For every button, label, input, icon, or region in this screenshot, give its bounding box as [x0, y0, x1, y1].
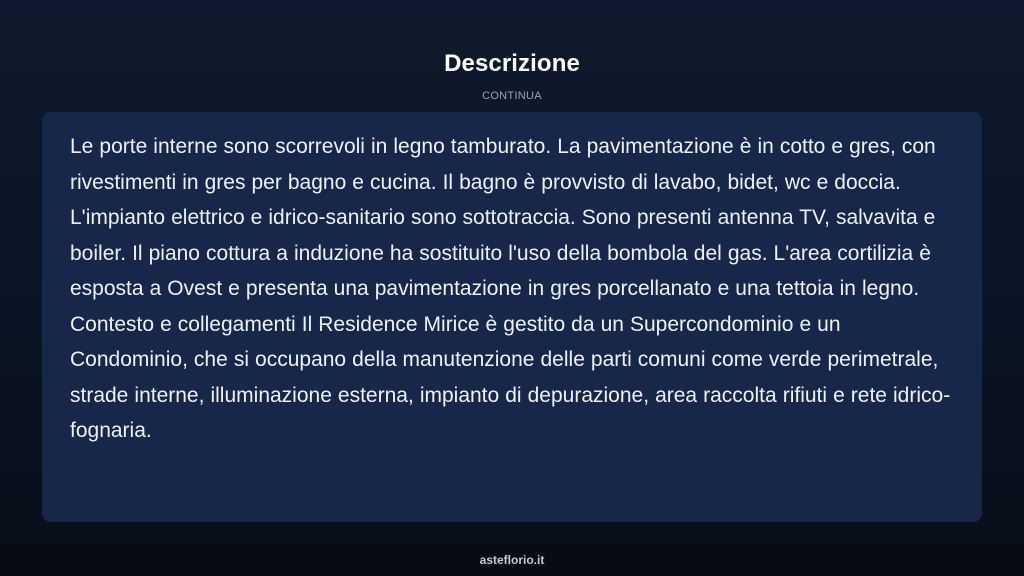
page-title: Descrizione [444, 50, 580, 77]
footer-bar [0, 544, 1024, 576]
footer-brand: asteflorio.it [479, 553, 545, 567]
continue-link[interactable]: CONTINUA [482, 90, 542, 102]
description-text: Le porte interne sono scorrevoli in legno tamburato. La pavimentazione è in cotto e gres, con rivestimenti in gres per bagno e cucina. Il bagno è provvisto di lavabo, bidet, wc e doccia. L'impianto elettrico e idrico-sanitario sono sottotraccia. Sono presenti antenna TV, salvavita e boiler. Il piano cottura a induzione ha sostituito l'uso della bombola del gas. L'area cortilizia è esposta a Ovest e presenta una pavimentazione in gres porcellanato e una tettoia in legno. Contesto e collegamenti Il Residence Mirice è gestito da un Supercondominio e un Condominio, che si occupano della manutenzione delle parti comuni come verde perimetrale, strade interne, illuminazione esterna, impianto di depurazione, area raccolta rifiuti e rete idrico-fognaria. [70, 135, 951, 442]
description-card [42, 112, 982, 522]
